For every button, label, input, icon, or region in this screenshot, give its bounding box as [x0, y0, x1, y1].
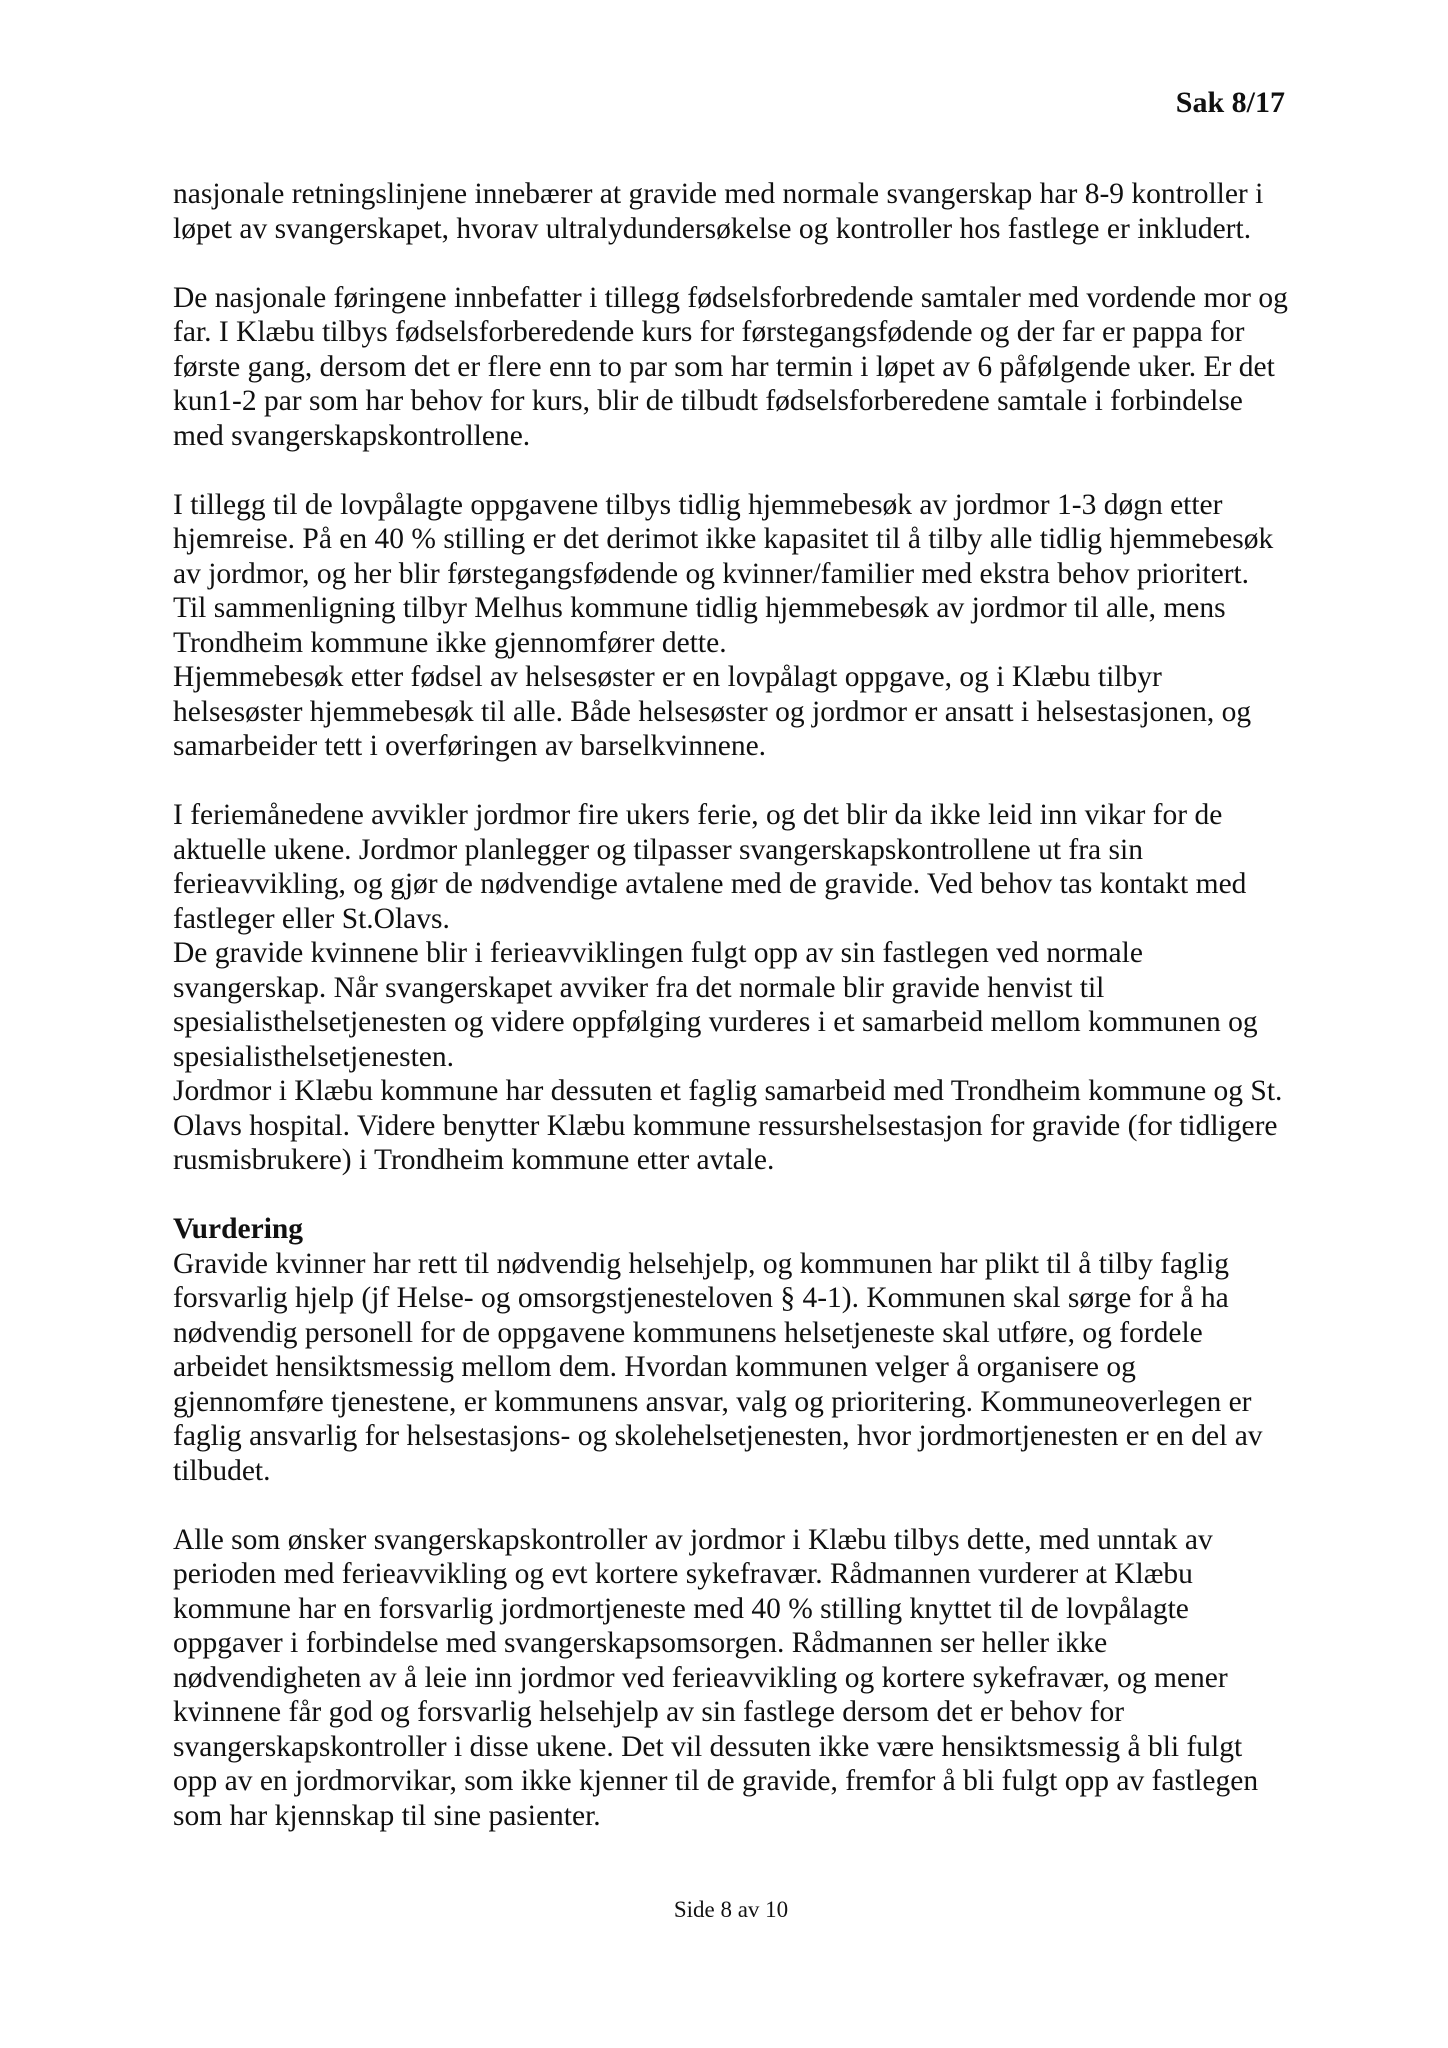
text-line: kvinnene får god og forsvarlig helsehjelp av sin fastlege dersom det er behov for — [173, 1696, 1125, 1728]
document-body — [173, 177, 1288, 1833]
text-line: aktuelle ukene. Jordmor planlegger og tilpasser svangerskapskontrollene ut fra sin — [173, 833, 1143, 866]
text-line: gjennomføre tjenestene, er kommunens ansvar, valg og prioritering. Kommuneoverlegen er — [173, 1385, 1252, 1418]
text-line: svangerskapskontroller i disse ukene. Det vil dessuten ikke være hensiktsmessig å bli fulgt — [173, 1730, 1243, 1763]
text-line: som har kjennskap til sine pasienter. — [173, 1799, 601, 1832]
text-line: nødvendig personell for de oppgavene kommunens helsetjeneste skal utføre, og fordele — [173, 1316, 1203, 1349]
text-line: spesialisthelsetjenesten og videre oppfølging vurderes i et samarbeid mellom kommunen og — [173, 1006, 1258, 1038]
text-line: perioden med ferieavvikling og evt kortere sykefravær. Rådmannen vurderer at Klæbu — [173, 1558, 1193, 1590]
text-line: kun1-2 par som har behov for kurs, blir de tilbudt fødselsforberedene samtale i forbindelse — [173, 385, 1243, 417]
text-line: hjemreise. På en 40 % stilling er det derimot ikke kapasitet til å tilby alle tidlig hjemmebesøk — [173, 523, 1274, 555]
text-line: svangerskap. Når svangerskapet avviker fra det normale blir gravide henvist til — [173, 971, 1105, 1004]
text-line: løpet av svangerskapet, hvorav ultralydundersøkelse og kontroller hos fastlege er inkludert. — [173, 212, 1252, 245]
text-line: forsvarlig hjelp (jf Helse- og omsorgstjenesteloven § 4-1). Kommunen skal sørge for å ha — [173, 1282, 1229, 1314]
text-line: fastleger eller St.Olavs. — [173, 902, 450, 935]
text-line: Gravide kvinner har rett til nødvendig helsehjelp, og kommunen har plikt til å tilby faglig — [173, 1247, 1230, 1280]
text-line: med svangerskapskontrollene. — [173, 419, 531, 452]
paragraph-spacer — [173, 453, 1288, 488]
case-number-header: Sak 8/17 — [1175, 86, 1285, 119]
paragraph-spacer — [173, 246, 1288, 281]
text-line: oppgaver i forbindelse med svangerskapsomsorgen. Rådmannen ser heller ikke — [173, 1627, 1108, 1659]
paragraph — [173, 488, 1288, 764]
text-line: De gravide kvinnene blir i ferieavviklingen fulgt opp av sin fastlegen ved normale — [173, 937, 1143, 969]
paragraph-spacer — [173, 1178, 1288, 1213]
text-line: opp av en jordmorvikar, som ikke kjenner til de gravide, fremfor å bli fulgt opp av fastlegen — [173, 1765, 1259, 1797]
text-line: far. I Klæbu tilbys fødselsforberedende kurs for førstegangsfødende og der far er pappa for — [173, 316, 1245, 348]
text-line: Jordmor i Klæbu kommune har dessuten et faglig samarbeid med Trondheim kommune og St. — [173, 1075, 1283, 1107]
text-line: I feriemånedene avvikler jordmor fire ukers ferie, og det blir da ikke leid inn vikar for de — [173, 799, 1223, 831]
text-line: Til sammenligning tilbyr Melhus kommune tidlig hjemmebesøk av jordmor til alle, mens — [173, 592, 1226, 624]
text-line: Trondheim kommune ikke gjennomfører dette. — [173, 626, 727, 659]
text-line: Hjemmebesøk etter fødsel av helsesøster er en lovpålagt oppgave, og i Klæbu tilbyr — [173, 661, 1162, 693]
text-line: De nasjonale føringene innbefatter i tillegg fødselsforbredende samtaler med vordende mor og — [173, 281, 1288, 314]
text-line: nasjonale retningslinjene innebærer at gravide med normale svangerskap har 8-9 kontroller i — [173, 178, 1264, 210]
text-line: faglig ansvarlig for helsestasjons- og skolehelsetjenesten, hvor jordmortjenesten er en del av — [173, 1420, 1263, 1452]
text-line: rusmisbrukere) i Trondheim kommune etter avtale. — [173, 1144, 775, 1176]
paragraph-spacer — [173, 764, 1288, 799]
paragraph — [173, 798, 1288, 1178]
text-line: første gang, dersom det er flere enn to par som har termin i løpet av 6 påfølgende uker. Er det — [173, 350, 1275, 383]
text-line: kommune har en forsvarlig jordmortjeneste med 40 % stilling knyttet til de lovpålagte — [173, 1592, 1189, 1625]
text-line: nødvendigheten av å leie inn jordmor ved ferieavvikling og kortere sykefravær, og mener — [173, 1661, 1228, 1694]
text-line: Olavs hospital. Videre benytter Klæbu kommune ressurshelsestasjon for gravide (for tidligere — [173, 1109, 1278, 1142]
paragraph — [173, 1523, 1288, 1834]
section-heading: Vurdering — [173, 1213, 304, 1245]
page-number-footer: Side 8 av 10 — [673, 1897, 789, 1922]
text-line: spesialisthelsetjenesten. — [173, 1040, 454, 1073]
text-line: helsesøster hjemmebesøk til alle. Både helsesøster og jordmor er ansatt i helsestasjonen, og — [173, 695, 1252, 728]
text-line: ferieavvikling, og gjør de nødvendige avtalene med de gravide. Ved behov tas kontakt med — [173, 868, 1247, 900]
text-line: tilbudet. — [173, 1454, 271, 1487]
paragraph — [173, 177, 1288, 246]
paragraph-spacer — [173, 1488, 1288, 1523]
paragraph — [173, 1247, 1288, 1489]
text-line: av jordmor, og her blir førstegangsfødende og kvinner/familier med ekstra behov prioritert. — [173, 557, 1250, 590]
paragraph — [173, 281, 1288, 454]
text-line: samarbeider tett i overføringen av barselkvinnene. — [173, 730, 767, 762]
text-line: arbeidet hensiktsmessig mellom dem. Hvordan kommunen velger å organisere og — [173, 1351, 1136, 1383]
text-line: I tillegg til de lovpålagte oppgavene tilbys tidlig hjemmebesøk av jordmor 1-3 døgn etter — [173, 488, 1223, 521]
text-line: Alle som ønsker svangerskapskontroller av jordmor i Klæbu tilbys dette, med unntak av — [173, 1523, 1213, 1556]
